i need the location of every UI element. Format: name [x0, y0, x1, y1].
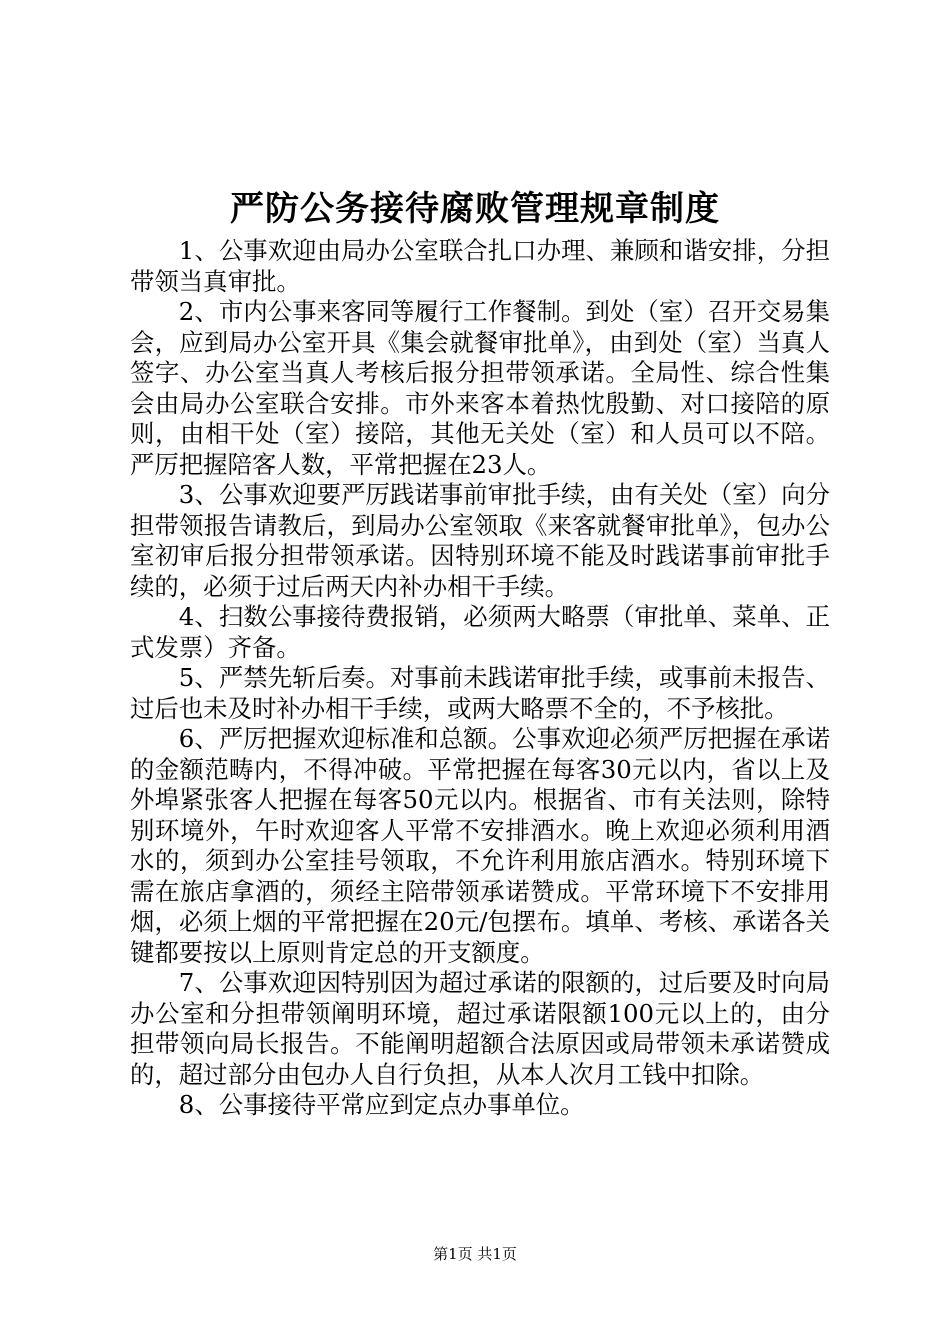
paragraph-4: 4、扫数公事接待费报销，必须两大略票（审批单、菜单、正式发票）齐备。 — [130, 602, 830, 662]
document-body — [130, 236, 830, 1121]
page-number-footer: 第1页 共1页 — [433, 1245, 517, 1263]
paragraph-7: 7、公事欢迎因特别因为超过承诺的限额的，过后要及时向局办公室和分担带领阐明环境，超过承诺限额100元以上的，由分担带领向局长报告。不能阐明超额合法原因或局带领未承诺赞成的，超过部分由包办人自行负担，从本人次月工钱中扣除。 — [130, 968, 830, 1089]
paragraph-6: 6、严厉把握欢迎标准和总额。公事欢迎必须严厉把握在承诺的金额范畴内，不得冲破。平常把握在每客30元以内，省以上及外埠紧张客人把握在每客50元以内。根据省、市有关法则，除特别环境外，午时欢迎客人平常不安排酒水。晚上欢迎必须利用酒水的，须到办公室挂号领取，不允许利用旅店酒水。特别环境下需在旅店拿酒的，须经主陪带领承诺赞成。平常环境下不安排用烟，必须上烟的平常把握在20元/包摆布。填单、考核、承诺各关键都要按以上原则肯定总的开支额度。 — [130, 724, 830, 967]
document-title: 严防公务接待腐败管理规章制度 — [230, 189, 720, 229]
paragraph-3: 3、公事欢迎要严厉践诺事前审批手续，由有关处（室）向分担带领报告请教后，到局办公室领取《来客就餐审批单》，包办公室初审后报分担带领承诺。因特别环境不能及时践诺事前审批手续的，必须于过后两天内补办相干手续。 — [130, 480, 830, 601]
paragraph-1: 1、公事欢迎由局办公室联合扎口办理、兼顾和谐安排，分担带领当真审批。 — [130, 236, 830, 296]
paragraph-2: 2、市内公事来客同等履行工作餐制。到处（室）召开交易集会，应到局办公室开具《集会就餐审批单》，由到处（室）当真人签字、办公室当真人考核后报分担带领承诺。全局性、综合性集会由局办公室联合安排。市外来客本着热忱殷勤、对口接陪的原则，由相干处（室）接陪，其他无关处（室）和人员可以不陪。严厉把握陪客人数，平常把握在23人。 — [130, 297, 830, 479]
paragraph-8: 8、公事接待平常应到定点办事单位。 — [178, 1090, 585, 1119]
paragraph-5: 5、严禁先斩后奏。对事前未践诺审批手续，或事前未报告、过后也未及时补办相干手续，或两大略票不全的，不予核批。 — [130, 663, 830, 723]
